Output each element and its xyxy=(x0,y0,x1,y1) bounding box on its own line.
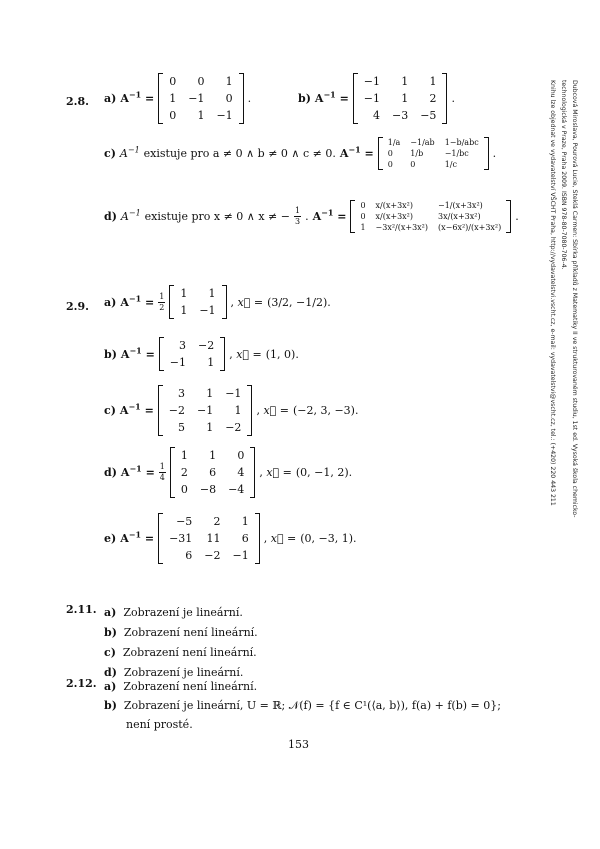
matrix-symbol: $A^{-1}$ = xyxy=(339,144,374,160)
answer-2-9-b: b) $A^{-1}$ = 3 −2 −1 1 , x⃗ = (1, 0). xyxy=(104,339,299,369)
label-a: a) xyxy=(104,92,117,105)
matrix-symbol: $A^{-1}$ = xyxy=(120,529,155,545)
problem-2-12-number: 2.12. xyxy=(66,677,97,690)
label-d: d) xyxy=(104,210,117,223)
answer-2-9-d: d) $A^{-1}$ = $\frac{1}{4}$ 1 1 0 2 6 4 0 −8 −4 , x⃗ = (0, −1, 2). xyxy=(104,449,353,496)
matrix-2-9-a: 1 1 1 −1 xyxy=(169,285,226,319)
matrix-symbol: $A^{-1}$ = xyxy=(120,463,155,479)
answer-2-9-a: a) $A^{-1}$ = $\frac{1}{2}$ 1 1 1 −1 , x⃗ = (3/2, −1/2). xyxy=(104,287,331,317)
answers-2-11: a) Zobrazení je lineární. b) Zobrazení není lineární. c) Zobrazení není lineární. d) Zobrazení je lineární. xyxy=(104,606,258,679)
answer-2-9-c: c) $A^{-1}$ = 3 1 −1 −2 −1 1 5 1 −2 , x⃗ = (−2, 3, −3). xyxy=(104,387,359,434)
matrix-2-8-a: 0 0 1 1 −1 0 0 1 −1 xyxy=(158,73,243,124)
condition-text: existuje pro x ≠ 0 ∧ x ≠ − xyxy=(144,210,290,223)
label-d: d) xyxy=(104,466,117,479)
label-b: b) xyxy=(298,92,311,105)
matrix-2-9-b: 3 −2 −1 1 xyxy=(159,337,225,371)
label-a: a) xyxy=(104,295,117,309)
answer-2-8-a: a) $A^{-1}$ = 0 0 1 1 −1 0 0 1 −1 . xyxy=(104,75,252,122)
matrix-symbol: $A^{-1}$ = xyxy=(119,401,154,417)
matrix-symbol: $A^{-1}$ = xyxy=(312,207,347,223)
solution-vector: (3/2, −1/2). xyxy=(267,295,331,309)
side-note xyxy=(547,80,580,560)
matrix-symbol: $A^{-1}$ = xyxy=(120,344,155,361)
matrix-symbol: $A^{-1}$ xyxy=(120,208,141,223)
matrix-symbol: $A^{-1}$ = xyxy=(120,89,155,105)
solution-vector: (0, −3, 1). xyxy=(300,532,357,545)
answer-2-9-e: e) $A^{-1}$ = −5 2 1 −31 11 6 6 −2 −1 , x⃗ = (0, −3, 1). xyxy=(104,515,357,562)
label-c: c) xyxy=(104,147,116,160)
answer-2-8-d: d) $A^{-1}$ existuje pro x ≠ 0 ∧ x ≠ − $\frac{1}{3}$ . $A^{-1}$ = 0 x/(x+3x²) −1/(x+3x²) 0 x/(x+3x²) 3x/(x+3x²) 1 −3x²/(x+3x²) (x−6x²)/(x+3x²) . xyxy=(104,201,519,232)
problem-2-8-number: 2.8. xyxy=(66,95,89,108)
label-b: b) xyxy=(104,347,117,361)
matrix-symbol: $A^{-1}$ xyxy=(119,145,140,160)
answers-2-12: a) Zobrazení není lineární. b) Zobrazení je lineární, U = ℝ; 𝒩(f) = {f ∈ C¹(⟨a, b⟩), f(a) + f(b) = 0}; není prosté. xyxy=(104,680,501,731)
matrix-symbol: $A^{-1}$ = xyxy=(314,89,349,105)
matrix-2-8-b: −1 1 1 −1 1 2 4 −3 −5 xyxy=(353,73,448,124)
matrix-2-9-e: −5 2 1 −31 11 6 6 −2 −1 xyxy=(158,513,260,564)
side-note-line1: Dubcová Miroslava, Pourová Lucie, Steklá Carmen: Sbírka příkladů z Matematiky II ve strukturovaném studiu, 1st ed. Vysoká škola chemicko-technologická v Praze, Praha 2009. ISBN 978-80-7080-706-4. xyxy=(560,80,578,518)
solution-vector: (−2, 3, −3). xyxy=(292,404,359,417)
condition-text: existuje pro a ≠ 0 ∧ b ≠ 0 ∧ c ≠ 0. xyxy=(143,147,336,160)
matrix-2-9-c: 3 1 −1 −2 −1 1 5 1 −2 xyxy=(158,385,253,436)
page-number: 153 xyxy=(288,738,309,751)
answer-2-8-c: c) $A^{-1}$ existuje pro a ≠ 0 ∧ b ≠ 0 ∧ c ≠ 0. $A^{-1}$ = 1/a −1/ab 1−b/abc 0 1/b −1/bc 0 0 1/c . xyxy=(104,138,497,169)
solution-vector: (0, −1, 2). xyxy=(295,466,353,479)
problem-2-11-number: 2.11. xyxy=(66,603,97,616)
matrix-symbol: $A^{-1}$ = xyxy=(120,292,155,309)
label-e: e) xyxy=(104,532,117,545)
side-note-line2: Knihu lze objednat ve vydavatelství VŠCHT Praha, http://vydavatelstvi.vscht.cz, e-mail: vydavatelstvi@vscht.cz, tel.: (+420) 220 443 211 xyxy=(549,80,556,506)
label-c: c) xyxy=(104,404,116,417)
matrix-2-9-d: 1 1 0 2 6 4 0 −8 −4 xyxy=(170,447,255,498)
solution-vector: (1, 0). xyxy=(265,347,299,361)
problem-2-9-number: 2.9. xyxy=(66,300,89,313)
answer-2-8-b: b) $A^{-1}$ = −1 1 1 −1 1 2 4 −3 −5 . xyxy=(298,75,455,122)
matrix-2-8-d: 0 x/(x+3x²) −1/(x+3x²) 0 x/(x+3x²) 3x/(x+3x²) 1 −3x²/(x+3x²) (x−6x²)/(x+3x²) xyxy=(350,200,511,233)
matrix-2-8-c: 1/a −1/ab 1−b/abc 0 1/b −1/bc 0 0 1/c xyxy=(378,137,489,170)
